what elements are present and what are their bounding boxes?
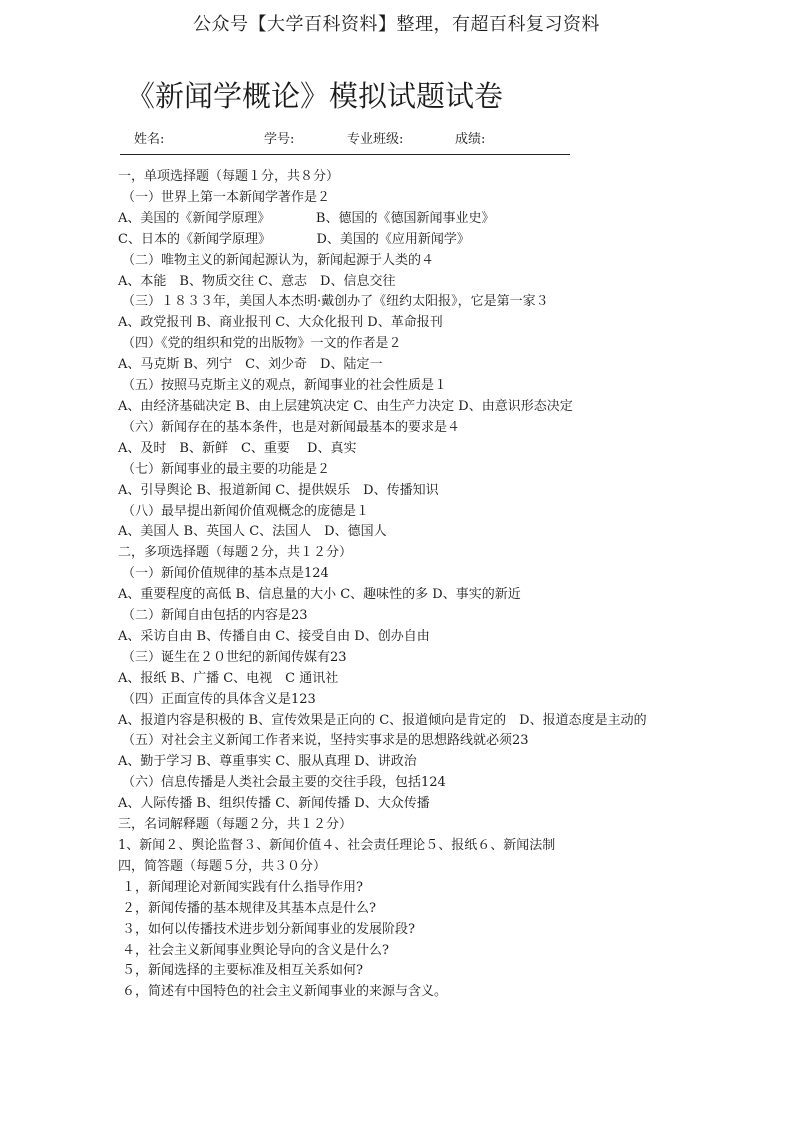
exam-line: （三）诞生在２０世纪的新闻传媒有23 — [122, 649, 347, 665]
exam-line: A、勤于学习 B、尊重事实 C、服从真理 D、讲政治 — [118, 754, 417, 770]
class-label: 专业班级: — [347, 132, 404, 147]
exam-body — [118, 167, 758, 1003]
exam-line: （一）世界上第一本新闻学著作是２ — [122, 189, 331, 205]
exam-line: （六）信息传播是人类社会最主要的交往手段，包括124 — [122, 775, 446, 791]
exam-line: A、本能 B、物质交往 C、意志 D、信息交往 — [118, 273, 396, 289]
exam-line: A、政党报刊 B、商业报刊 C、大众化报刊 D、革命报刊 — [118, 315, 443, 331]
exam-line: （一）新闻价值规律的基本点是124 — [122, 566, 329, 582]
exam-line: A、由经济基础决定 B、由上层建筑决定 C、由生产力决定 D、由意识形态决定 — [118, 398, 573, 414]
exam-line: A、重要程度的高低 B、信息量的大小 C、趣味性的多 D、事实的新近 — [118, 587, 521, 603]
name-label: 姓名: — [134, 132, 165, 147]
student-info-row — [134, 128, 584, 147]
exam-line: （三）１８３３年，美国人本杰明·戴创办了《纽约太阳报》，它是第一家３ — [122, 294, 549, 310]
exam-line: 一，单项选择题（每题１分，共８分） — [118, 169, 340, 184]
exam-line: 三，名词解释题（每题２分，共１２分） — [118, 817, 353, 833]
exam-line: ６，简述有中国特色的社会主义新闻事业的来源与含义。 — [122, 984, 448, 1000]
divider-line — [120, 154, 570, 155]
student-id-label: 学号: — [264, 132, 295, 147]
exam-line: （五）对社会主义新闻工作者来说，坚持实事求是的思想路线就必须23 — [122, 733, 529, 749]
exam-line: A、报道内容是积极的 B、宣传效果是正向的 C、报道倾向是肯定的 D、报道态度是主动的 — [118, 712, 647, 728]
exam-line: A、美国的《新闻学原理》 B、德国的《德国新闻事业史》 — [118, 210, 495, 226]
exam-line: A、报纸 B、广播 C、电视 C 通讯社 — [118, 670, 339, 686]
exam-line: ３，如何以传播技术进步划分新闻事业的发展阶段? — [122, 921, 415, 937]
page-header: 公众号【大学百科资料】整理，有超百科复习资料 — [193, 14, 600, 35]
exam-line: （七）新闻事业的最主要的功能是２ — [122, 461, 331, 477]
exam-line: ２，新闻传播的基本规律及其基本点是什么? — [122, 900, 376, 916]
exam-line: 四，简答题（每题５分，共３０分） — [118, 858, 327, 874]
exam-line: 1、新闻２、舆论监督３、新闻价值４、社会责任理论５、报纸６、新闻法制 — [118, 838, 556, 853]
exam-line: A、引导舆论 B、报道新闻 C、提供娱乐 D、传播知识 — [118, 482, 439, 498]
exam-line: ４，社会主义新闻事业舆论导向的含义是什么? — [122, 942, 389, 958]
exam-line: （八）最早提出新闻价值观概念的庞德是１ — [122, 503, 370, 519]
exam-line: ５，新闻选择的主要标准及相互关系如何? — [122, 963, 363, 979]
exam-line: （四）正面宣传的具体含义是123 — [122, 691, 316, 707]
exam-line: （四）《党的组织和党的出版物》一文的作者是２ — [122, 336, 402, 352]
exam-line: A、马克斯 B、列宁 C、刘少奇 D、陆定一 — [118, 357, 383, 373]
exam-line: （六）新闻存在的基本条件，也是对新闻最基本的要求是４ — [122, 419, 461, 435]
exam-line: C、日本的《新闻学原理》 D、美国的《应用新闻学》 — [118, 231, 470, 247]
exam-line: A、美国人 B、英国人 C、法国人 D、德国人 — [118, 524, 387, 540]
exam-line: （二）唯物主义的新闻起源认为，新闻起源于人类的４ — [122, 252, 435, 268]
exam-line: A、采访自由 B、传播自由 C、接受自由 D、创办自由 — [118, 628, 430, 644]
exam-line: １，新闻理论对新闻实践有什么指导作用? — [122, 879, 363, 895]
exam-line: （五）按照马克斯主义的观点，新闻事业的社会性质是１ — [122, 378, 448, 394]
exam-line: （二）新闻自由包括的内容是23 — [122, 608, 308, 624]
exam-line: A、及时 B、新鲜 C、重要 D、真实 — [118, 440, 357, 456]
exam-line: A、人际传播 B、组织传播 C、新闻传播 D、大众传播 — [118, 796, 430, 812]
exam-line: 二，多项选择题（每题２分，共１２分） — [118, 545, 353, 561]
score-label: 成绩: — [455, 132, 486, 147]
page-title: 《新闻学概论》模拟试题试卷 — [126, 79, 504, 113]
